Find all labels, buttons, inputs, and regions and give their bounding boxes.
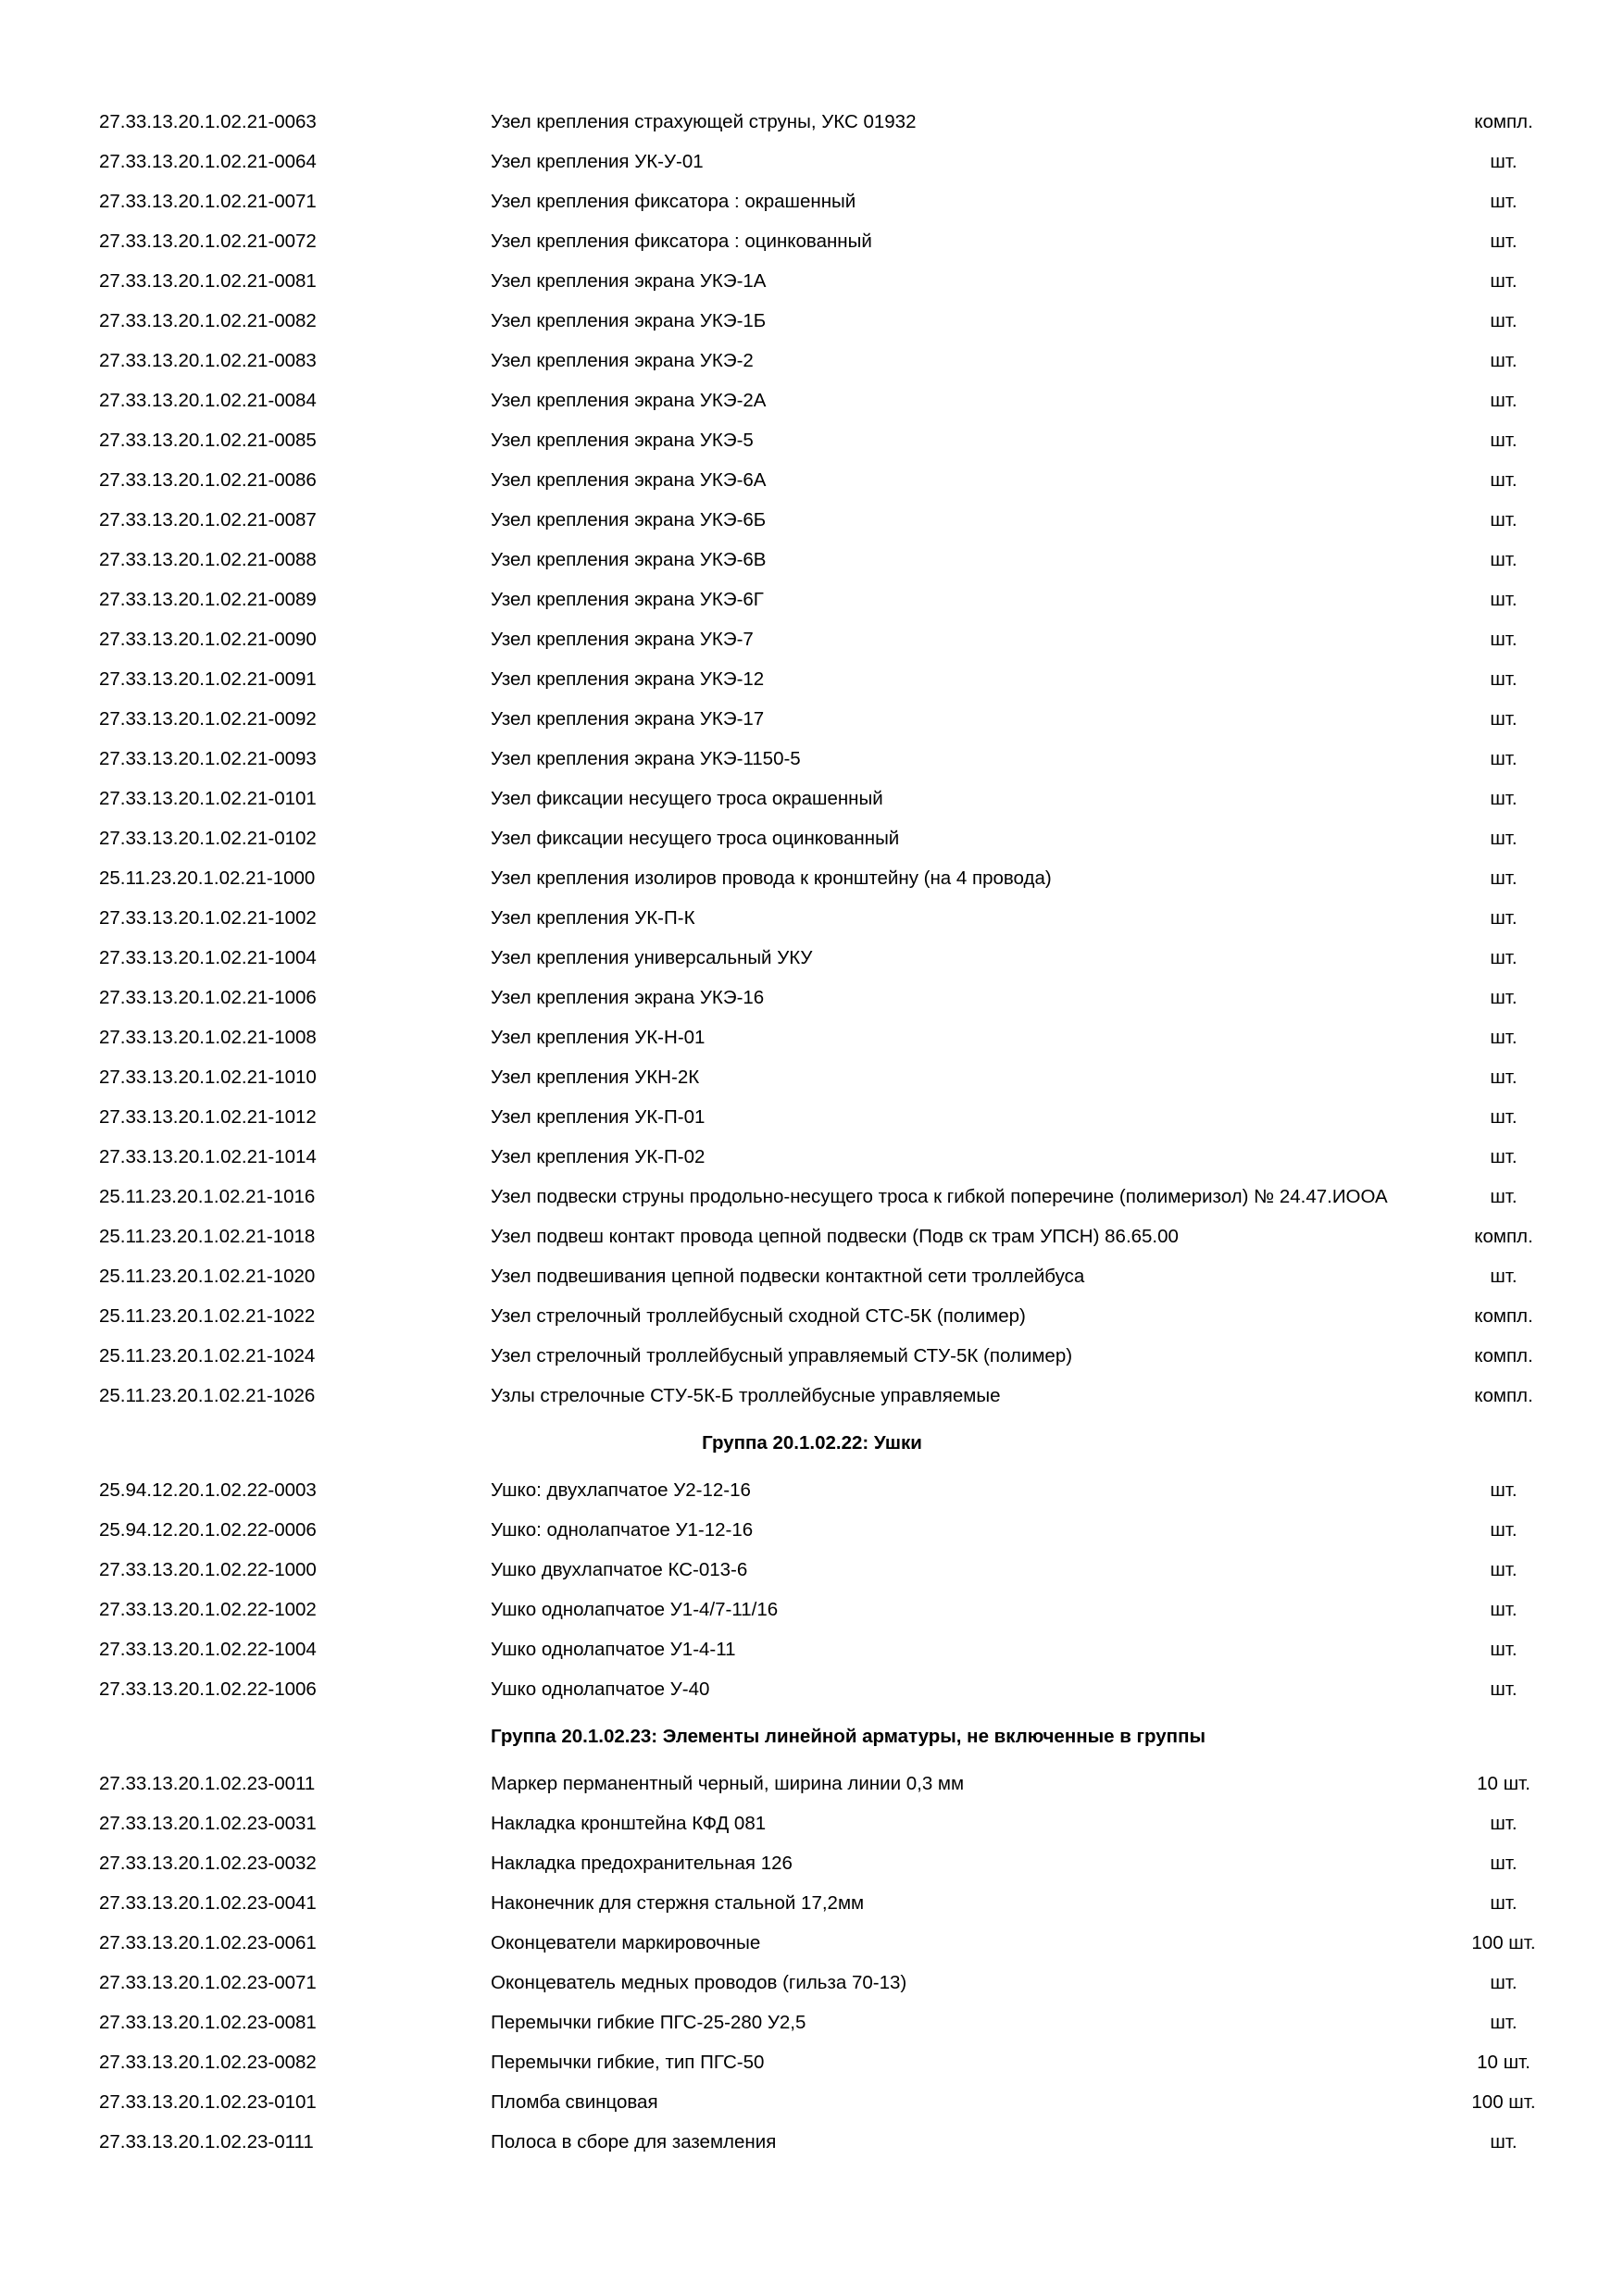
item-code: 27.33.13.20.1.02.21-0084 — [99, 390, 317, 411]
table-row — [0, 1256, 1624, 1296]
item-unit: шт. — [1490, 1266, 1518, 1287]
item-unit: 10 шт. — [1477, 1773, 1530, 1794]
item-name: Узел крепления экрана УКЭ-1150-5 — [491, 748, 801, 769]
item-code: 27.33.13.20.1.02.23-0061 — [99, 1932, 317, 1953]
item-unit: шт. — [1490, 867, 1518, 889]
item-code: 27.33.13.20.1.02.21-0063 — [99, 111, 317, 132]
item-unit: шт. — [1490, 1479, 1518, 1501]
item-name: Оконцеватель медных проводов (гильза 70-13) — [491, 1972, 907, 1993]
item-code: 27.33.13.20.1.02.21-0093 — [99, 748, 317, 769]
item-name: Ушко: однолапчатое У1-12-16 — [491, 1519, 754, 1541]
item-code: 27.33.13.20.1.02.23-0031 — [99, 1813, 317, 1834]
item-unit: шт. — [1490, 151, 1518, 172]
table-row — [0, 659, 1624, 699]
item-unit: шт. — [1490, 2012, 1518, 2033]
group-title-22 — [0, 1416, 1624, 1470]
item-code: 27.33.13.20.1.02.21-1008 — [99, 1027, 317, 1048]
item-unit: шт. — [1490, 1853, 1518, 1874]
item-name: Узлы стрелочные СТУ-5К-Б троллейбусные управляемые — [491, 1385, 1001, 1406]
item-name: Узел подвешивания цепной подвески контактной сети троллейбуса — [491, 1266, 1085, 1287]
item-unit: шт. — [1490, 1639, 1518, 1660]
item-code: 27.33.13.20.1.02.21-1006 — [99, 987, 317, 1008]
item-code: 27.33.13.20.1.02.23-0071 — [99, 1972, 317, 1993]
item-name: Ушко: двухлапчатое У2-12-16 — [491, 1479, 751, 1501]
item-code: 27.33.13.20.1.02.21-1010 — [99, 1067, 317, 1088]
item-name: Маркер перманентный черный, ширина линии 0,3 мм — [491, 1773, 965, 1794]
item-name: Узел крепления экрана УКЭ-6Б — [491, 509, 767, 530]
item-unit: шт. — [1490, 469, 1518, 491]
section-group-22 — [0, 1470, 1624, 1709]
group-title-22-text: Группа 20.1.02.22: Ушки — [702, 1432, 922, 1454]
item-code: 25.11.23.20.1.02.21-1016 — [99, 1186, 316, 1207]
item-code: 25.94.12.20.1.02.22-0006 — [99, 1519, 317, 1541]
table-row — [0, 261, 1624, 301]
item-unit: шт. — [1490, 191, 1518, 212]
table-row — [0, 181, 1624, 221]
item-unit: компл. — [1474, 1385, 1533, 1406]
item-unit: шт. — [1490, 828, 1518, 849]
table-row — [0, 1097, 1624, 1137]
item-unit: шт. — [1490, 1106, 1518, 1128]
item-code: 27.33.13.20.1.02.23-0082 — [99, 2052, 317, 2073]
item-name: Узел крепления УК-П-02 — [491, 1146, 706, 1167]
item-unit: компл. — [1474, 1226, 1533, 1247]
item-unit: 10 шт. — [1477, 2052, 1530, 2073]
item-code: 27.33.13.20.1.02.21-0087 — [99, 509, 317, 530]
item-code: 27.33.13.20.1.02.21-0082 — [99, 310, 317, 331]
item-name: Узел крепления УК-П-01 — [491, 1106, 706, 1128]
item-unit: шт. — [1490, 1972, 1518, 1993]
item-unit: шт. — [1490, 390, 1518, 411]
item-code: 27.33.13.20.1.02.22-1006 — [99, 1678, 317, 1700]
item-code: 25.11.23.20.1.02.21-1026 — [99, 1385, 316, 1406]
item-code: 25.11.23.20.1.02.21-1020 — [99, 1266, 316, 1287]
item-unit: шт. — [1490, 788, 1518, 809]
item-name: Перемычки гибкие, тип ПГС-50 — [491, 2052, 765, 2073]
item-code: 27.33.13.20.1.02.23-0101 — [99, 2091, 317, 2113]
table-row — [0, 2122, 1624, 2162]
item-unit: шт. — [1490, 629, 1518, 650]
item-name: Оконцеватели маркировочные — [491, 1932, 761, 1953]
item-unit: шт. — [1490, 1027, 1518, 1048]
table-row — [0, 420, 1624, 460]
table-row — [0, 699, 1624, 739]
item-unit: шт. — [1490, 708, 1518, 730]
table-row — [0, 1923, 1624, 1963]
item-code: 27.33.13.20.1.02.21-0072 — [99, 231, 317, 252]
item-name: Узел крепления фиксатора : окрашенный — [491, 191, 856, 212]
table-row — [0, 1669, 1624, 1709]
item-unit: шт. — [1490, 1678, 1518, 1700]
table-row — [0, 818, 1624, 858]
item-unit: шт. — [1490, 1146, 1518, 1167]
table-row — [0, 1376, 1624, 1416]
item-code: 27.33.13.20.1.02.21-1014 — [99, 1146, 317, 1167]
item-code: 27.33.13.20.1.02.21-0071 — [99, 191, 317, 212]
item-name: Узел крепления экрана УКЭ-12 — [491, 668, 765, 690]
table-row — [0, 1057, 1624, 1097]
item-name: Узел крепления экрана УКЭ-6Г — [491, 589, 764, 610]
item-unit: шт. — [1490, 509, 1518, 530]
item-name: Узел фиксации несущего троса окрашенный — [491, 788, 883, 809]
item-name: Узел крепления УК-У-01 — [491, 151, 704, 172]
table-row — [0, 1803, 1624, 1843]
item-unit: 100 шт. — [1471, 2091, 1536, 2113]
table-row — [0, 500, 1624, 540]
table-row — [0, 2082, 1624, 2122]
table-row — [0, 2042, 1624, 2082]
item-code: 27.33.13.20.1.02.21-1002 — [99, 907, 317, 929]
item-name: Ушко двухлапчатое КС-013-6 — [491, 1559, 748, 1580]
item-unit: шт. — [1490, 907, 1518, 929]
table-row — [0, 1883, 1624, 1923]
table-row — [0, 1629, 1624, 1669]
item-name: Узел крепления УК-Н-01 — [491, 1027, 706, 1048]
item-code: 27.33.13.20.1.02.21-0102 — [99, 828, 317, 849]
item-code: 27.33.13.20.1.02.21-0085 — [99, 430, 317, 451]
item-unit: шт. — [1490, 748, 1518, 769]
item-unit: шт. — [1490, 310, 1518, 331]
item-unit: шт. — [1490, 2131, 1518, 2152]
section-group-21 — [0, 102, 1624, 1416]
item-name: Наконечник для стержня стальной 17,2мм — [491, 1892, 865, 1914]
item-code: 27.33.13.20.1.02.21-0083 — [99, 350, 317, 371]
table-row — [0, 779, 1624, 818]
table-row — [0, 381, 1624, 420]
item-code: 27.33.13.20.1.02.21-0081 — [99, 270, 317, 292]
item-unit: шт. — [1490, 1892, 1518, 1914]
item-name: Узел фиксации несущего троса оцинкованный — [491, 828, 900, 849]
table-row — [0, 1550, 1624, 1590]
item-code: 25.11.23.20.1.02.21-1018 — [99, 1226, 316, 1247]
item-code: 27.33.13.20.1.02.21-0101 — [99, 788, 317, 809]
item-code: 27.33.13.20.1.02.21-0064 — [99, 151, 317, 172]
table-row — [0, 1764, 1624, 1803]
item-code: 27.33.13.20.1.02.23-0041 — [99, 1892, 317, 1914]
item-name: Узел крепления экрана УКЭ-2 — [491, 350, 754, 371]
item-unit: шт. — [1490, 549, 1518, 570]
table-row — [0, 1177, 1624, 1217]
item-name: Ушко однолапчатое У1-4/7-11/16 — [491, 1599, 779, 1620]
item-name: Узел крепления изолиров провода к кронштейну (на 4 провода) — [491, 867, 1052, 889]
item-name: Узел крепления фиксатора : оцинкованный — [491, 231, 872, 252]
table-row — [0, 2003, 1624, 2042]
item-name: Узел крепления экрана УКЭ-1Б — [491, 310, 767, 331]
item-name: Узел крепления экрана УКЭ-2А — [491, 390, 767, 411]
table-row — [0, 619, 1624, 659]
table-row — [0, 1017, 1624, 1057]
item-name: Узел крепления страхующей струны, УКС 01932 — [491, 111, 917, 132]
table-row — [0, 1137, 1624, 1177]
item-code: 27.33.13.20.1.02.22-1002 — [99, 1599, 317, 1620]
item-name: Ушко однолапчатое У1-4-11 — [491, 1639, 736, 1660]
table-row — [0, 1296, 1624, 1336]
item-unit: шт. — [1490, 1599, 1518, 1620]
item-code: 27.33.13.20.1.02.21-0090 — [99, 629, 317, 650]
table-row — [0, 221, 1624, 261]
table-row — [0, 301, 1624, 341]
item-unit: компл. — [1474, 1345, 1533, 1366]
table-row — [0, 1336, 1624, 1376]
item-code: 25.11.23.20.1.02.21-1000 — [99, 867, 316, 889]
item-code: 27.33.13.20.1.02.21-0088 — [99, 549, 317, 570]
group-title-23-text: Группа 20.1.02.23: Элементы линейной арматуры, не включенные в группы — [491, 1726, 1206, 1747]
item-code: 27.33.13.20.1.02.21-1004 — [99, 947, 317, 968]
table-row — [0, 739, 1624, 779]
item-unit: шт. — [1490, 589, 1518, 610]
item-code: 27.33.13.20.1.02.21-0089 — [99, 589, 317, 610]
table-row — [0, 460, 1624, 500]
item-code: 25.11.23.20.1.02.21-1024 — [99, 1345, 316, 1366]
item-code: 27.33.13.20.1.02.21-1012 — [99, 1106, 317, 1128]
item-code: 27.33.13.20.1.02.22-1004 — [99, 1639, 317, 1660]
item-name: Узел подвески струны продольно-несущего троса к гибкой поперечине (полимеризол) № 24.47.ИООА — [491, 1186, 1388, 1207]
table-row — [0, 938, 1624, 978]
item-code: 27.33.13.20.1.02.23-0081 — [99, 2012, 317, 2033]
item-code: 27.33.13.20.1.02.21-0086 — [99, 469, 317, 491]
item-name: Накладка кронштейна КФД 081 — [491, 1813, 767, 1834]
table-row — [0, 1470, 1624, 1510]
item-unit: шт. — [1490, 987, 1518, 1008]
table-row — [0, 142, 1624, 181]
table-row — [0, 1590, 1624, 1629]
item-name: Пломба свинцовая — [491, 2091, 658, 2113]
table-row — [0, 540, 1624, 580]
item-name: Узел крепления экрана УКЭ-5 — [491, 430, 754, 451]
document-page — [0, 102, 1624, 2162]
item-name: Узел подвеш контакт провода цепной подвески (Подв ск трам УПСН) 86.65.00 — [491, 1226, 1179, 1247]
item-unit: шт. — [1490, 1067, 1518, 1088]
item-code: 27.33.13.20.1.02.23-0011 — [99, 1773, 316, 1794]
item-code: 27.33.13.20.1.02.23-0032 — [99, 1853, 317, 1874]
table-row — [0, 898, 1624, 938]
item-code: 25.11.23.20.1.02.21-1022 — [99, 1305, 316, 1327]
item-unit: шт. — [1490, 1559, 1518, 1580]
item-unit: шт. — [1490, 1813, 1518, 1834]
table-row — [0, 1510, 1624, 1550]
item-unit: 100 шт. — [1471, 1932, 1536, 1953]
table-row — [0, 1843, 1624, 1883]
item-name: Узел крепления экрана УКЭ-6В — [491, 549, 767, 570]
item-unit: компл. — [1474, 1305, 1533, 1327]
item-code: 27.33.13.20.1.02.23-0111 — [99, 2131, 314, 2152]
table-row — [0, 102, 1624, 142]
item-code: 25.94.12.20.1.02.22-0003 — [99, 1479, 317, 1501]
item-unit: шт. — [1490, 668, 1518, 690]
item-name: Полоса в сборе для заземления — [491, 2131, 777, 2152]
item-name: Узел стрелочный троллейбусный сходной СТС-5К (полимер) — [491, 1305, 1026, 1327]
item-code: 27.33.13.20.1.02.21-0091 — [99, 668, 317, 690]
group-title-23 — [0, 1709, 1624, 1764]
item-name: Узел стрелочный троллейбусный управляемый СТУ-5К (полимер) — [491, 1345, 1073, 1366]
table-row — [0, 1963, 1624, 2003]
item-unit: шт. — [1490, 350, 1518, 371]
item-code: 27.33.13.20.1.02.21-0092 — [99, 708, 317, 730]
item-unit: шт. — [1490, 1519, 1518, 1541]
item-unit: шт. — [1490, 430, 1518, 451]
item-code: 27.33.13.20.1.02.22-1000 — [99, 1559, 317, 1580]
table-row — [0, 858, 1624, 898]
item-name: Узел крепления экрана УКЭ-17 — [491, 708, 765, 730]
table-row — [0, 1217, 1624, 1256]
item-name: Узел крепления экрана УКЭ-7 — [491, 629, 754, 650]
item-name: Узел крепления экрана УКЭ-16 — [491, 987, 765, 1008]
item-name: Перемычки гибкие ПГС-25-280 У2,5 — [491, 2012, 806, 2033]
item-name: Ушко однолапчатое У-40 — [491, 1678, 710, 1700]
table-row — [0, 978, 1624, 1017]
item-name: Узел крепления УКН-2К — [491, 1067, 700, 1088]
section-group-23 — [0, 1764, 1624, 2162]
item-name: Узел крепления экрана УКЭ-6А — [491, 469, 767, 491]
item-name: Накладка предохранительная 126 — [491, 1853, 793, 1874]
item-unit: компл. — [1474, 111, 1533, 132]
item-unit: шт. — [1490, 1186, 1518, 1207]
item-unit: шт. — [1490, 270, 1518, 292]
item-name: Узел крепления экрана УКЭ-1А — [491, 270, 767, 292]
item-unit: шт. — [1490, 231, 1518, 252]
table-row — [0, 341, 1624, 381]
table-row — [0, 580, 1624, 619]
item-name: Узел крепления универсальный УКУ — [491, 947, 813, 968]
item-name: Узел крепления УК-П-К — [491, 907, 695, 929]
item-unit: шт. — [1490, 947, 1518, 968]
